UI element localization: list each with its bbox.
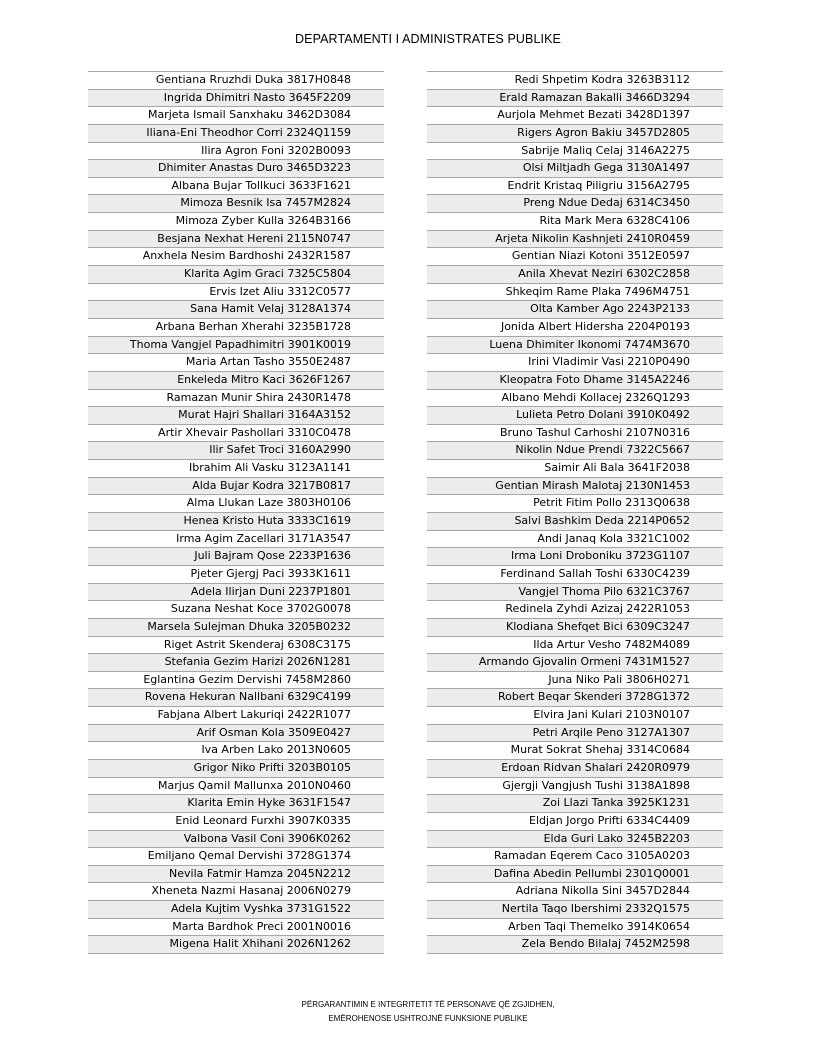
list-item: Gentian Mirash Malotaj 2130N1453 xyxy=(427,477,723,495)
list-item: Albana Bujar Tollkuci 3633F1621 xyxy=(88,177,384,195)
list-item: Artir Xhevair Pashollari 3310C0478 xyxy=(88,424,384,442)
list-item: Armando Gjovalin Ormeni 7431M1527 xyxy=(427,653,723,671)
list-item: Gentiana Rruzhdi Duka 3817H0848 xyxy=(88,71,384,89)
list-item: Marjus Qamil Mallunxa 2010N0460 xyxy=(88,777,384,795)
list-item: Marsela Sulejman Dhuka 3205B0232 xyxy=(88,618,384,636)
list-item: Robert Beqar Skenderi 3728G1372 xyxy=(427,688,723,706)
list-item: Sana Hamit Velaj 3128A1374 xyxy=(88,300,384,318)
list-item: Mimoza Zyber Kulla 3264B3166 xyxy=(88,212,384,230)
list-item: Salvi Bashkim Deda 2214P0652 xyxy=(427,512,723,530)
list-item: Albano Mehdi Kollacej 2326Q1293 xyxy=(427,389,723,407)
footer-line-2: EMËROHENOSE USHTROJNË FUNKSIONE PUBLIKE xyxy=(328,1014,528,1023)
list-item: Endrit Kristaq Piligriu 3156A2795 xyxy=(427,177,723,195)
list-item: Nikolin Ndue Prendi 7322C5667 xyxy=(427,441,723,459)
list-item: Ervis Izet Aliu 3312C0577 xyxy=(88,283,384,301)
list-item: Petrit Fitim Pollo 2313Q0638 xyxy=(427,494,723,512)
list-item: Murat Sokrat Shehaj 3314C0684 xyxy=(427,741,723,759)
list-item: Valbona Vasil Coni 3906K0262 xyxy=(88,830,384,848)
list-item: Alma Llukan Laze 3803H0106 xyxy=(88,494,384,512)
list-item: Klarita Agim Graci 7325C5804 xyxy=(88,265,384,283)
list-item: Eglantina Gezim Dervishi 7458M2860 xyxy=(88,671,384,689)
list-item: Adriana Nikolla Sini 3457D2844 xyxy=(427,882,723,900)
list-item: Marta Bardhok Preci 2001N0016 xyxy=(88,918,384,936)
list-item: Adela Kujtim Vyshka 3731G1522 xyxy=(88,900,384,918)
list-item: Irma Loni Droboniku 3723G1107 xyxy=(427,547,723,565)
list-item: Grigor Niko Prifti 3203B0105 xyxy=(88,759,384,777)
list-item: Fabjana Albert Lakuriqi 2422R1077 xyxy=(88,706,384,724)
list-item: Erald Ramazan Bakalli 3466D3294 xyxy=(427,89,723,107)
list-item: Ramadan Eqerem Caco 3105A0203 xyxy=(427,847,723,865)
list-item: Murat Hajri Shallari 3164A3152 xyxy=(88,406,384,424)
list-item: Shkeqim Rame Plaka 7496M4751 xyxy=(427,283,723,301)
column-bottom-rule xyxy=(88,953,384,954)
list-item: Erdoan Ridvan Shalari 2420R0979 xyxy=(427,759,723,777)
list-item: Redinela Zyhdi Azizaj 2422R1053 xyxy=(427,600,723,618)
list-item: Besjana Nexhat Hereni 2115N0747 xyxy=(88,230,384,248)
list-item: Iva Arben Lako 2013N0605 xyxy=(88,741,384,759)
list-item: Ilda Artur Vesho 7482M4089 xyxy=(427,636,723,654)
list-item: Stefania Gezim Harizi 2026N1281 xyxy=(88,653,384,671)
list-item: Riget Astrit Skenderaj 6308C3175 xyxy=(88,636,384,654)
list-item: Gentian Niazi Kotoni 3512E0597 xyxy=(427,247,723,265)
list-item: Petri Arqile Peno 3127A1307 xyxy=(427,724,723,742)
list-item: Elda Guri Lako 3245B2203 xyxy=(427,830,723,848)
list-item: Enkeleda Mitro Kaci 3626F1267 xyxy=(88,371,384,389)
list-item: Klarita Emin Hyke 3631F1547 xyxy=(88,794,384,812)
list-item: Pjeter Gjergj Paci 3933K1611 xyxy=(88,565,384,583)
list-item: Rovena Hekuran Nallbani 6329C4199 xyxy=(88,688,384,706)
column-bottom-rule xyxy=(427,953,723,954)
list-item: Arben Taqi Themelko 3914K0654 xyxy=(427,918,723,936)
list-item: Dafina Abedin Pellumbi 2301Q0001 xyxy=(427,865,723,883)
list-item: Saimir Ali Bala 3641F2038 xyxy=(427,459,723,477)
list-item: Andi Janaq Kola 3321C1002 xyxy=(427,530,723,548)
list-item: Nevila Fatmir Hamza 2045N2212 xyxy=(88,865,384,883)
left-name-column xyxy=(88,71,384,954)
list-item: Ilira Agron Foni 3202B0093 xyxy=(88,142,384,160)
list-item: Jonida Albert Hidersha 2204P0193 xyxy=(427,318,723,336)
list-item: Zela Bendo Bilalaj 7452M2598 xyxy=(427,935,723,953)
list-item: Juna Niko Pali 3806H0271 xyxy=(427,671,723,689)
list-item: Irini Vladimir Vasi 2210P0490 xyxy=(427,353,723,371)
list-item: Vangjel Thoma Pilo 6321C3767 xyxy=(427,583,723,601)
list-item: Dhimiter Anastas Duro 3465D3223 xyxy=(88,159,384,177)
list-item: Mimoza Besnik Isa 7457M2824 xyxy=(88,194,384,212)
list-item: Redi Shpetim Kodra 3263B3112 xyxy=(427,71,723,89)
list-item: Iliana-Eni Theodhor Corri 2324Q1159 xyxy=(88,124,384,142)
list-item: Lulieta Petro Dolani 3910K0492 xyxy=(427,406,723,424)
list-item: Gjergji Vangjush Tushi 3138A1898 xyxy=(427,777,723,795)
list-item: Irma Agim Zacellari 3171A3547 xyxy=(88,530,384,548)
list-item: Luena Dhimiter Ikonomi 7474M3670 xyxy=(427,336,723,354)
list-item: Zoi Llazi Tanka 3925K1231 xyxy=(427,794,723,812)
list-item: Eldjan Jorgo Prifti 6334C4409 xyxy=(427,812,723,830)
list-item: Anxhela Nesim Bardhoshi 2432R1587 xyxy=(88,247,384,265)
list-item: Ramazan Munir Shira 2430R1478 xyxy=(88,389,384,407)
list-item: Klodiana Shefqet Bici 6309C3247 xyxy=(427,618,723,636)
list-item: Emiljano Qemal Dervishi 3728G1374 xyxy=(88,847,384,865)
list-item: Ilir Safet Troci 3160A2990 xyxy=(88,441,384,459)
list-item: Elvira Jani Kulari 2103N0107 xyxy=(427,706,723,724)
list-item: Migena Halit Xhihani 2026N1262 xyxy=(88,935,384,953)
list-item: Rigers Agron Bakiu 3457D2805 xyxy=(427,124,723,142)
list-item: Adela Ilirjan Duni 2237P1801 xyxy=(88,583,384,601)
list-item: Maria Artan Tasho 3550E2487 xyxy=(88,353,384,371)
right-name-column xyxy=(427,71,723,954)
list-item: Nertila Taqo Ibershimi 2332Q1575 xyxy=(427,900,723,918)
footer-line-1: PËRGARANTIMIN E INTEGRITETIT TË PERSONAVE QË ZGJIDHEN, xyxy=(301,1000,555,1009)
list-item: Marjeta Ismail Sanxhaku 3462D3084 xyxy=(88,106,384,124)
list-item: Alda Bujar Kodra 3217B0817 xyxy=(88,477,384,495)
list-item: Juli Bajram Qose 2233P1636 xyxy=(88,547,384,565)
list-item: Sabrije Maliq Celaj 3146A2275 xyxy=(427,142,723,160)
list-item: Thoma Vangjel Papadhimitri 3901K0019 xyxy=(88,336,384,354)
list-item: Kleopatra Foto Dhame 3145A2246 xyxy=(427,371,723,389)
list-item: Ibrahim Ali Vasku 3123A1141 xyxy=(88,459,384,477)
list-item: Aurjola Mehmet Bezati 3428D1397 xyxy=(427,106,723,124)
page-title: DEPARTAMENTI I ADMINISTRATES PUBLIKE xyxy=(295,32,561,46)
list-item: Arif Osman Kola 3509E0427 xyxy=(88,724,384,742)
list-item: Xheneta Nazmi Hasanaj 2006N0279 xyxy=(88,882,384,900)
list-item: Arbana Berhan Xherahi 3235B1728 xyxy=(88,318,384,336)
list-item: Henea Kristo Huta 3333C1619 xyxy=(88,512,384,530)
list-item: Suzana Neshat Koce 3702G0078 xyxy=(88,600,384,618)
list-item: Arjeta Nikolin Kashnjeti 2410R0459 xyxy=(427,230,723,248)
list-item: Preng Ndue Dedaj 6314C3450 xyxy=(427,194,723,212)
list-item: Olta Kamber Ago 2243P2133 xyxy=(427,300,723,318)
list-item: Ingrida Dhimitri Nasto 3645F2209 xyxy=(88,89,384,107)
list-item: Anila Xhevat Neziri 6302C2858 xyxy=(427,265,723,283)
list-item: Ferdinand Sallah Toshi 6330C4239 xyxy=(427,565,723,583)
page-footer xyxy=(0,998,816,1026)
list-item: Olsi Miltjadh Gega 3130A1497 xyxy=(427,159,723,177)
list-item: Rita Mark Mera 6328C4106 xyxy=(427,212,723,230)
list-item: Enid Leonard Furxhi 3907K0335 xyxy=(88,812,384,830)
list-item: Bruno Tashul Carhoshi 2107N0316 xyxy=(427,424,723,442)
